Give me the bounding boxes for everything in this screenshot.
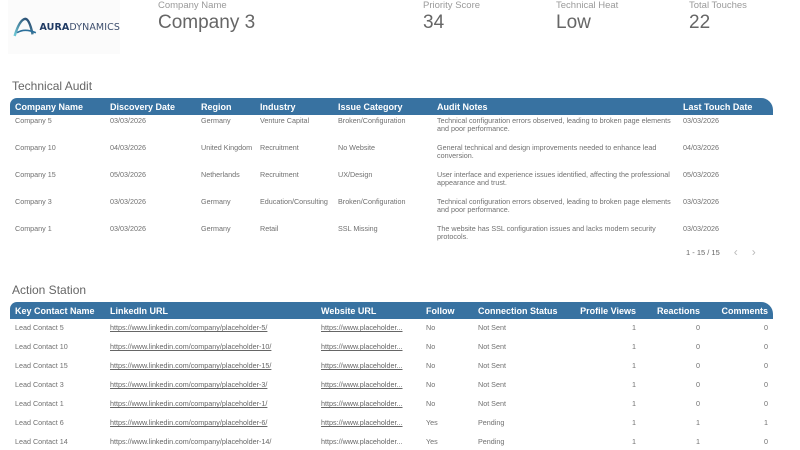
chevron-left-icon[interactable]: ‹ xyxy=(733,245,738,259)
col-header[interactable]: Connection Status xyxy=(478,305,558,316)
cell-comments: 1 xyxy=(764,418,768,427)
linkedin-link[interactable]: https://www.linkedin.com/company/placeholder-3/ xyxy=(110,380,268,389)
kpi-value: 34 xyxy=(423,12,445,33)
linkedin-link[interactable]: https://www.linkedin.com/company/placeholder-15/ xyxy=(110,361,272,370)
cell-contact: Lead Contact 3 xyxy=(15,380,64,389)
cell-issue-category: No Website xyxy=(338,144,376,152)
cell-profile-views: 1 xyxy=(632,380,636,389)
col-header[interactable]: Issue Category xyxy=(338,101,403,112)
kpi-value: Low xyxy=(556,12,591,33)
cell-last-touch: 03/03/2026 xyxy=(683,117,719,125)
cell-region: United Kingdom xyxy=(201,144,253,152)
col-header[interactable]: Region xyxy=(201,101,232,112)
chevron-right-icon[interactable]: › xyxy=(751,245,756,259)
col-header[interactable]: Reactions xyxy=(656,305,700,316)
cell-comments: 0 xyxy=(764,380,768,389)
cell-profile-views: 1 xyxy=(632,418,636,427)
col-header[interactable]: Last Touch Date xyxy=(683,101,753,112)
cell-reactions: 0 xyxy=(696,399,700,408)
cell-reactions: 0 xyxy=(696,323,700,332)
aura-logo-icon xyxy=(13,14,37,40)
cell-connection-status: Not Sent xyxy=(478,399,506,408)
cell-comments: 0 xyxy=(764,342,768,351)
cell-connection-status: Not Sent xyxy=(478,380,506,389)
website-link[interactable]: https://www.placeholder... xyxy=(321,361,403,370)
cell-reactions: 1 xyxy=(696,418,700,427)
table-row[interactable] xyxy=(10,222,773,242)
cell-comments: 0 xyxy=(764,361,768,370)
cell-profile-views: 1 xyxy=(632,323,636,332)
cell-connection-status: Pending xyxy=(478,418,505,427)
cell-last-touch: 05/03/2026 xyxy=(683,171,719,179)
table-row[interactable] xyxy=(10,141,773,168)
cell-last-touch: 03/03/2026 xyxy=(683,225,719,233)
cell-profile-views: 1 xyxy=(632,399,636,408)
cell-follow: No xyxy=(426,399,436,408)
cell-region: Germany xyxy=(201,117,231,125)
cell-reactions: 0 xyxy=(696,361,700,370)
cell-contact: Lead Contact 15 xyxy=(15,361,68,370)
cell-industry: Recruitment xyxy=(260,144,299,152)
table-row[interactable] xyxy=(10,394,773,413)
kpi-label: Priority Score xyxy=(423,0,481,11)
kpi-priority-score xyxy=(423,0,480,34)
linkedin-link[interactable]: https://www.linkedin.com/company/placeholder-14/ xyxy=(110,437,272,446)
cell-contact: Lead Contact 10 xyxy=(15,342,68,351)
technical-audit-body[interactable] xyxy=(10,114,773,242)
table-row[interactable] xyxy=(10,413,773,432)
cell-connection-status: Not Sent xyxy=(478,323,506,332)
cell-follow: Yes xyxy=(426,437,438,446)
cell-contact: Lead Contact 5 xyxy=(15,323,64,332)
kpi-value: 22 xyxy=(689,12,711,33)
cell-discovery-date: 05/03/2026 xyxy=(110,171,146,179)
table-row[interactable] xyxy=(10,168,773,195)
cell-comments: 0 xyxy=(764,399,768,408)
table-row[interactable] xyxy=(10,375,773,394)
brand-name-bold: AURA xyxy=(39,21,70,33)
cell-connection-status: Pending xyxy=(478,437,505,446)
cell-reactions: 0 xyxy=(696,342,700,351)
cell-connection-status: Not Sent xyxy=(478,342,506,351)
website-link[interactable]: https://www.placeholder... xyxy=(321,399,403,408)
cell-industry: Recruitment xyxy=(260,171,299,179)
col-header[interactable]: Profile Views xyxy=(580,305,636,316)
cell-audit-notes: The website has SSL configuration issues and lacks modern security protocols. xyxy=(437,225,656,241)
cell-issue-category: Broken/Configuration xyxy=(338,198,406,206)
cell-audit-notes: User interface and experience issues identified, affecting the professional appearance and trust. xyxy=(437,171,670,187)
col-header[interactable]: Follow xyxy=(426,305,455,316)
cell-discovery-date: 04/03/2026 xyxy=(110,144,146,152)
cell-comments: 0 xyxy=(764,323,768,332)
cell-industry: Venture Capital xyxy=(260,117,310,125)
cell-region: Netherlands xyxy=(201,171,240,179)
cell-last-touch: 03/03/2026 xyxy=(683,198,719,206)
col-header[interactable]: Discovery Date xyxy=(110,101,176,112)
cell-issue-category: SSL Missing xyxy=(338,225,378,233)
kpi-company-name xyxy=(158,0,255,34)
cell-company: Company 10 xyxy=(15,144,56,152)
cell-follow: No xyxy=(426,342,436,351)
table-row[interactable] xyxy=(10,114,773,141)
cell-connection-status: Not Sent xyxy=(478,361,506,370)
linkedin-link[interactable]: https://www.linkedin.com/company/placeholder-1/ xyxy=(110,399,268,408)
cell-issue-category: UX/Design xyxy=(338,171,373,179)
cell-contact: Lead Contact 14 xyxy=(15,437,68,446)
technical-audit-title: Technical Audit xyxy=(12,79,93,93)
cell-comments: 0 xyxy=(764,437,768,446)
brand-logo xyxy=(8,0,120,54)
col-header[interactable]: Company Name xyxy=(15,101,84,112)
cell-follow: No xyxy=(426,361,436,370)
action-station-title: Action Station xyxy=(12,283,87,297)
cell-issue-category: Broken/Configuration xyxy=(338,117,406,125)
table-header xyxy=(10,302,773,319)
cell-audit-notes: Technical configuration errors observed, leading to broken page elements and poor performance. xyxy=(437,198,671,214)
cell-audit-notes: Technical configuration errors observed, leading to broken page elements and poor performance. xyxy=(437,117,671,133)
cell-industry: Education/Consulting xyxy=(260,198,328,206)
cell-contact: Lead Contact 6 xyxy=(15,418,64,427)
cell-discovery-date: 03/03/2026 xyxy=(110,225,146,233)
cell-follow: No xyxy=(426,323,436,332)
kpi-total-touches xyxy=(689,0,747,34)
cell-reactions: 1 xyxy=(696,437,700,446)
col-header[interactable]: Website URL xyxy=(321,305,377,316)
cell-last-touch: 04/03/2026 xyxy=(683,144,719,152)
table-header xyxy=(10,98,773,115)
action-station-body[interactable] xyxy=(10,318,773,450)
pagination xyxy=(686,245,756,259)
website-link[interactable]: https://www.placeholder... xyxy=(321,418,403,427)
cell-discovery-date: 03/03/2026 xyxy=(110,117,146,125)
cell-profile-views: 1 xyxy=(632,437,636,446)
cell-company: Company 1 xyxy=(15,225,52,233)
cell-industry: Retail xyxy=(260,225,279,233)
cell-follow: Yes xyxy=(426,418,438,427)
kpi-technical-heat xyxy=(556,0,618,34)
cell-company: Company 15 xyxy=(15,171,56,179)
cell-follow: No xyxy=(426,380,436,389)
table-row[interactable] xyxy=(10,195,773,222)
linkedin-link[interactable]: https://www.linkedin.com/company/placeholder-10/ xyxy=(110,342,272,351)
cell-profile-views: 1 xyxy=(632,361,636,370)
col-header[interactable]: LinkedIn URL xyxy=(110,305,168,316)
col-header[interactable]: Audit Notes xyxy=(437,101,488,112)
website-link[interactable]: https://www.placeholder... xyxy=(321,323,403,332)
table-row[interactable] xyxy=(10,356,773,375)
cell-company: Company 5 xyxy=(15,117,52,125)
col-header[interactable]: Comments xyxy=(721,305,768,316)
cell-company: Company 3 xyxy=(15,198,52,206)
table-row[interactable] xyxy=(10,432,773,450)
cell-region: Germany xyxy=(201,225,231,233)
pagination-label: 1 - 15 / 15 xyxy=(686,247,720,257)
website-link[interactable]: https://www.placeholder... xyxy=(321,342,403,351)
kpi-label: Total Touches xyxy=(689,0,747,11)
cell-audit-notes: General technical and design improvements needed to enhance lead conversion. xyxy=(437,144,657,160)
table-row[interactable] xyxy=(10,337,773,356)
col-header[interactable]: Industry xyxy=(260,101,296,112)
cell-reactions: 0 xyxy=(696,380,700,389)
linkedin-link[interactable]: https://www.linkedin.com/company/placeholder-5/ xyxy=(110,323,268,332)
website-link[interactable]: https://www.placeholder... xyxy=(321,380,403,389)
action-station-table xyxy=(10,302,773,319)
cell-contact: Lead Contact 1 xyxy=(15,399,64,408)
kpi-value: Company 3 xyxy=(158,12,256,33)
cell-profile-views: 1 xyxy=(632,342,636,351)
kpi-label: Company Name xyxy=(158,0,227,11)
website-link[interactable]: https://www.placeholder... xyxy=(321,437,403,446)
technical-audit-table xyxy=(10,98,773,115)
cell-region: Germany xyxy=(201,198,231,206)
cell-discovery-date: 03/03/2026 xyxy=(110,198,146,206)
kpi-label: Technical Heat xyxy=(556,0,619,11)
table-row[interactable] xyxy=(10,318,773,337)
col-header[interactable]: Key Contact Name xyxy=(15,305,95,316)
linkedin-link[interactable]: https://www.linkedin.com/company/placeholder-6/ xyxy=(110,418,268,427)
brand-name-light: DYNAMICS xyxy=(69,21,120,33)
